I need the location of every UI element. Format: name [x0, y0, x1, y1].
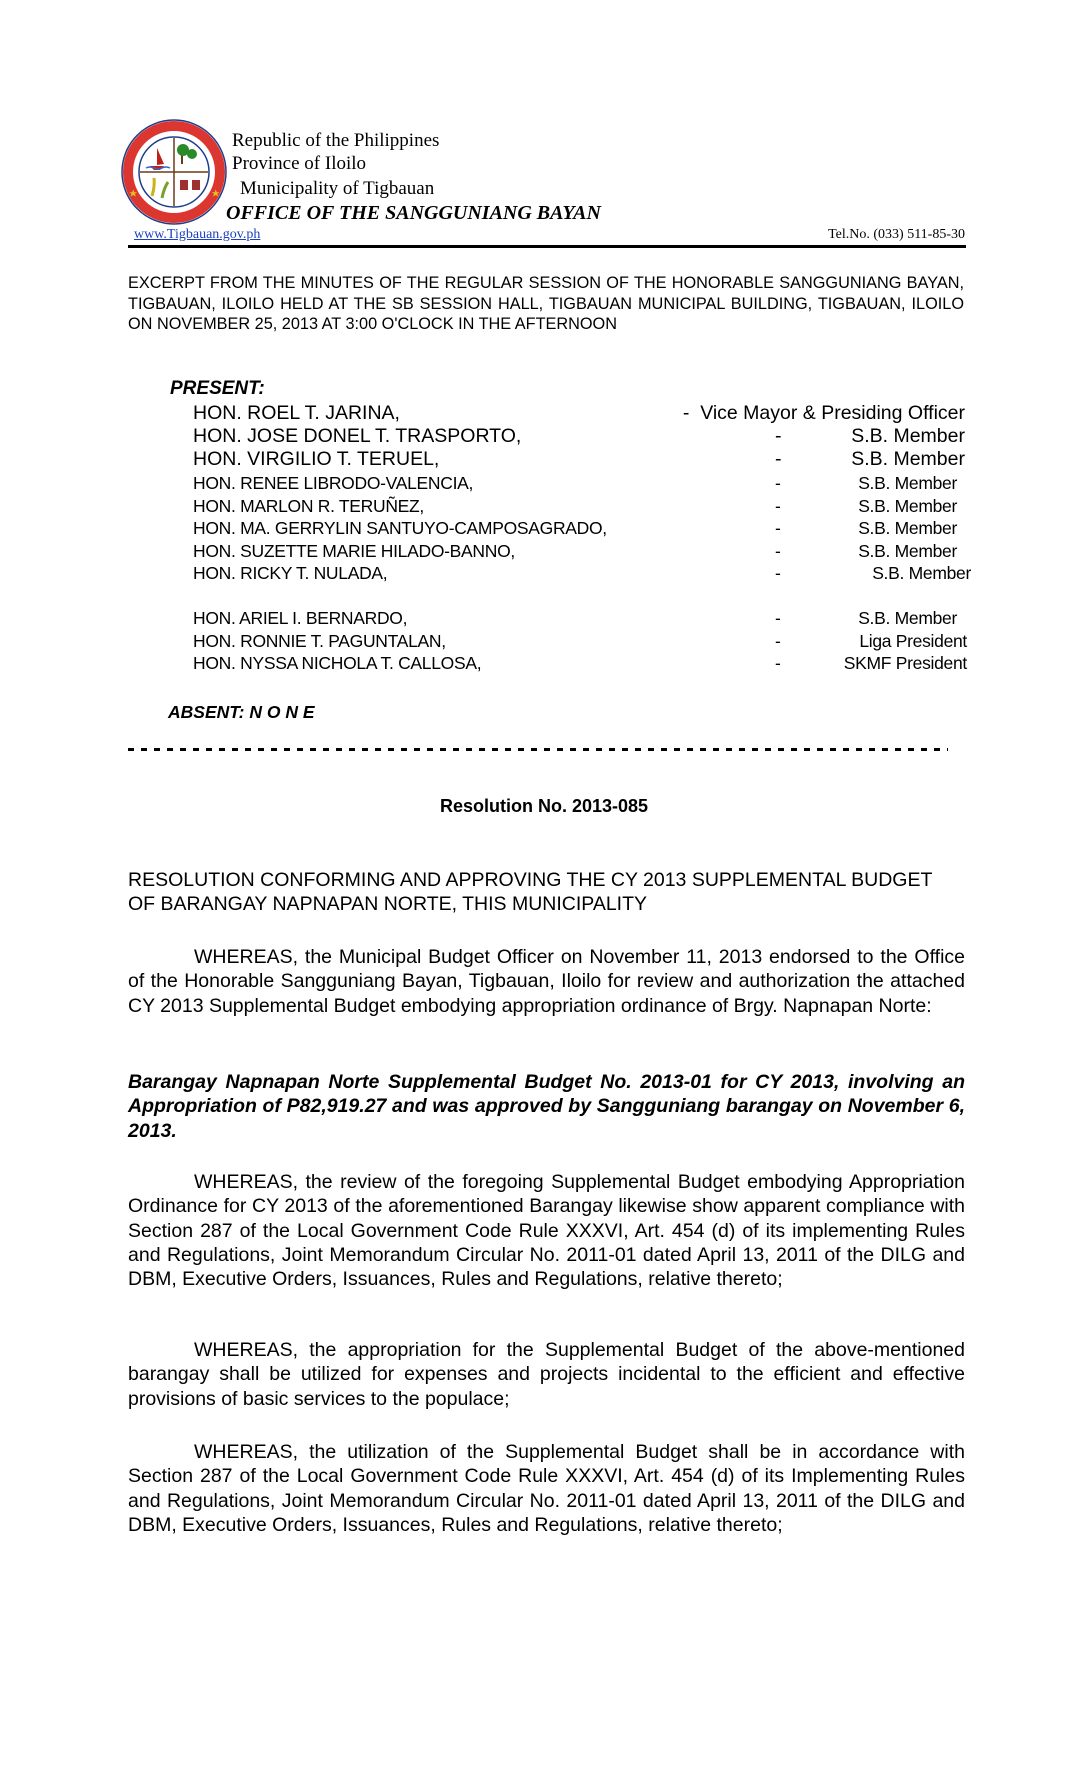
budget-highlight-paragraph: Barangay Napnapan Norte Supplemental Budget No. 2013-01 for CY 2013, involving an Appropriation of P82,919.27 and was approved by Sangguniang barangay on November 6, 2013. [128, 1071, 965, 1142]
resolution-title: RESOLUTION CONFORMING AND APPROVING THE CY 2013 SUPPLEMENTAL BUDGET OF BARANGAY NAPNAPAN NORTE, THIS MUNICIPALITY [128, 869, 933, 915]
attendee-dash: - [775, 563, 781, 583]
attendee-dash: - [775, 425, 782, 447]
attendee-dash: - [775, 518, 781, 538]
letterhead-province: Province of Iloilo [232, 153, 367, 174]
attendee-name: HON. VIRGILIO T. TERUEL, [193, 448, 440, 470]
attendee-row [193, 631, 967, 653]
attendee-row [193, 608, 967, 630]
attendee-dash: - [775, 473, 781, 493]
attendee-role: S.B. Member [858, 473, 957, 493]
attendee-name: HON. SUZETTE MARIE HILADO-BANNO, [193, 541, 515, 561]
attendee-name: HON. ARIEL I. BERNARDO, [193, 608, 408, 628]
municipal-seal-logo [120, 118, 228, 226]
whereas-text: WHEREAS, the utilization of the Supplemental Budget shall be in accordance with Section 287 of the Local Government Code Rule XXXVI, Art. 454 (d) of its Implementing Rules and Regulations, Joint Memorandum Circular No. 2011-01 dated April 13, 2011 of the DILG and DBM, Executive Orders, Issuances, Rules and Regulations, relative thereto; [128, 1441, 965, 1536]
attendee-name: HON. RICKY T. NULADA, [193, 563, 388, 583]
resolution-number: Resolution No. 2013-085 [439, 796, 649, 816]
attendee-name: HON. ROEL T. JARINA, [193, 402, 400, 424]
absent-label: ABSENT: N O N E [168, 702, 315, 722]
minutes-excerpt-heading: EXCERPT FROM THE MINUTES OF THE REGULAR SESSION OF THE HONORABLE SANGGUNIANG BAYAN, TIGBAUAN, ILOILO HELD AT THE SB SESSION HALL, TIGBAUAN MUNICIPAL BUILDING, TIGBAUAN, ILOILO ON NOVEMBER 25, 2013 AT 3:00 O'CLOCK IN THE AFTERNOON [128, 274, 964, 333]
attendee-dash: - [682, 402, 690, 424]
attendee-row [193, 496, 967, 518]
present-label: PRESENT: [170, 378, 265, 399]
whereas-paragraph [128, 1440, 965, 1537]
attendee-dash: - [775, 541, 781, 561]
attendee-role: S.B. Member [872, 563, 971, 583]
whereas-paragraph [128, 945, 965, 1018]
attendee-role: S.B. Member [858, 608, 957, 628]
attendee-role-text: Vice Mayor & Presiding Officer [700, 402, 965, 424]
attendee-role: S.B. Member [851, 448, 965, 470]
whereas-paragraph [128, 1170, 965, 1291]
whereas-text: WHEREAS, the appropriation for the Supplemental Budget of the above-mentioned barangay shall be utilized for expenses and projects incidental to the efficient and effective provisions of basic services to the populace; [128, 1339, 965, 1410]
attendee-role: S.B. Member [858, 541, 957, 561]
attendee-row [193, 653, 967, 675]
telephone-number: Tel.No. (033) 511-85-30 [828, 227, 965, 242]
attendee-dash: - [775, 631, 781, 651]
attendee-role: S.B. Member [851, 425, 965, 447]
attendee-row [193, 518, 967, 540]
attendee-dash: - [775, 448, 782, 470]
attendee-row [193, 473, 967, 495]
attendee-row [193, 402, 967, 424]
seal-icon [120, 118, 228, 226]
attendee-name: HON. JOSE DONEL T. TRASPORTO, [193, 425, 522, 447]
attendee-row [193, 425, 967, 447]
dashed-separator [128, 748, 948, 751]
attendee-row [193, 563, 971, 585]
attendee-name: HON. MA. GERRYLIN SANTUYO-CAMPOSAGRADO, [193, 518, 607, 538]
letterhead-divider [128, 245, 966, 248]
attendee-role: S.B. Member [858, 518, 957, 538]
attendee-role: Liga President [859, 631, 967, 651]
attendee-role: SKMF President [843, 653, 967, 673]
attendee-role: S.B. Member [858, 496, 957, 516]
attendee-name: HON. RENEE LIBRODO-VALENCIA, [193, 473, 474, 493]
attendee-row [193, 541, 967, 563]
attendee-dash: - [775, 653, 781, 673]
attendee-dash: - [775, 608, 781, 628]
attendee-row [193, 448, 967, 470]
letterhead-municipality: Municipality of Tigbauan [240, 178, 435, 199]
attendee-name: HON. RONNIE T. PAGUNTALAN, [193, 631, 446, 651]
whereas-text: WHEREAS, the review of the foregoing Supplemental Budget embodying Appropriation Ordinance for CY 2013 of the aforementioned Barangay likewise show apparent compliance with Section 287 of the Local Government Code Rule XXXVI, Art. 454 (d) of its implementing Rules and Regulations, Joint Memorandum Circular No. 2011-01 dated April 13, 2011 of the DILG and DBM, Executive Orders, Issuances, Rules and Regulations, relative thereto; [128, 1171, 965, 1291]
letterhead-republic: Republic of the Philippines [232, 130, 440, 151]
attendee-name: HON. NYSSA NICHOLA T. CALLOSA, [193, 653, 482, 673]
website-link[interactable]: www.Tigbauan.gov.ph [134, 227, 261, 242]
whereas-text: WHEREAS, the Municipal Budget Officer on November 11, 2013 endorsed to the Office of the Honorable Sangguniang Bayan, Tigbauan, Iloilo for review and authorization the attached CY 2013 Supplemental Budget embodying appropriation ordinance of Brgy. Napnapan Norte: [128, 946, 965, 1017]
attendee-dash: - [775, 496, 781, 516]
attendee-name: HON. MARLON R. TERUÑEZ, [193, 496, 424, 516]
letterhead-office-title: OFFICE OF THE SANGGUNIANG BAYAN [226, 202, 601, 224]
whereas-paragraph [128, 1338, 965, 1411]
attendee-role [683, 402, 965, 425]
